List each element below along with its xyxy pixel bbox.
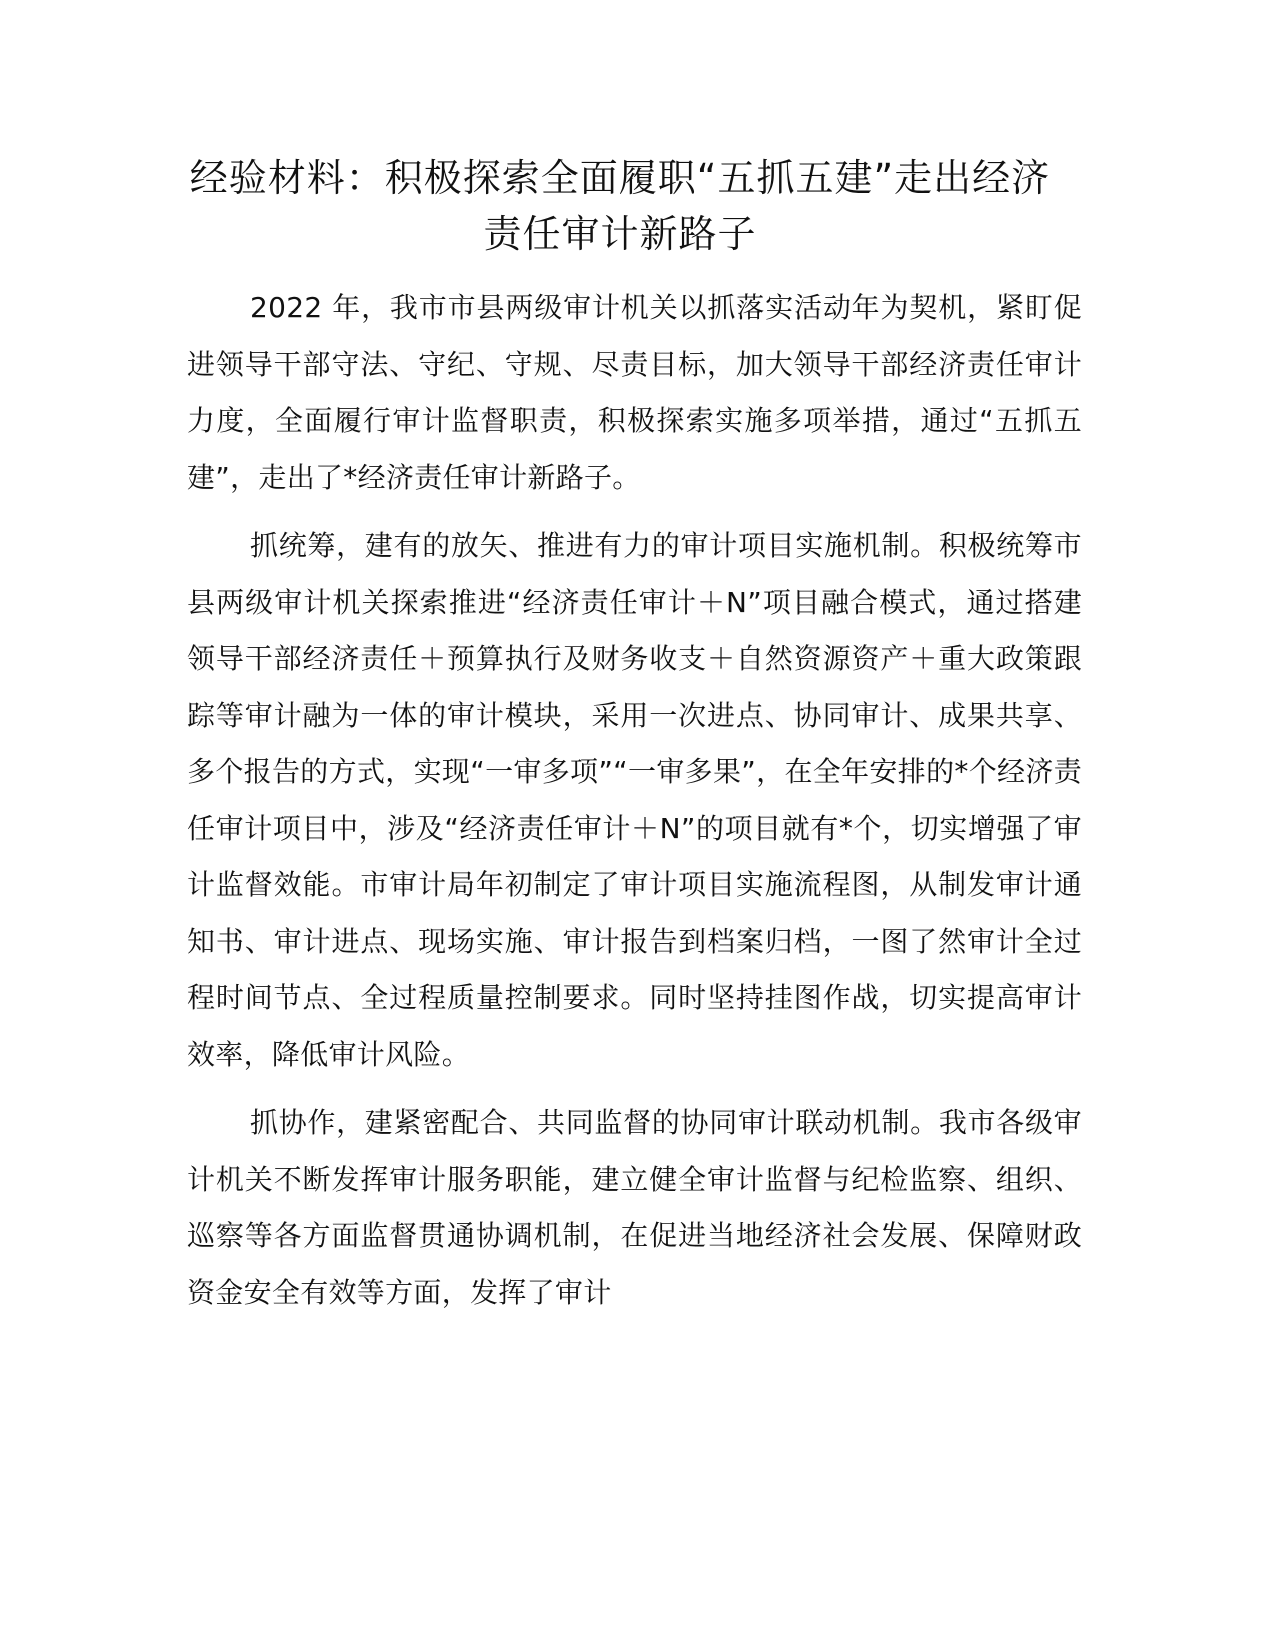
paragraph-collaboration: 抓协作，建紧密配合、共同监督的协同审计联动机制。我市各级审计机关不断发挥审计服务职能，建立健全审计监督与纪检监察、组织、巡察等各方面监督贯通协调机制，在促进当地经济社会发展、保障财政资金安全有效等方面，发挥了审计 [187, 1106, 1082, 1309]
document-body [187, 280, 1082, 1333]
document-title: 经验材料：积极探索全面履职“五抓五建”走出经济责任审计新路子 [189, 156, 1051, 256]
paragraph-intro: 2022 年，我市市县两级审计机关以抓落实活动年为契机，紧盯促进领导干部守法、守纪、守规、尽责目标，加大领导干部经济责任审计力度，全面履行审计监督职责，积极探索实施多项举措，通过“五抓五建”，走出了*经济责任审计新路子。 [187, 291, 1082, 494]
paragraph-coordination: 抓统筹，建有的放矢、推进有力的审计项目实施机制。积极统筹市县两级审计机关探索推进“经济责任审计＋N”项目融合模式，通过搭建领导干部经济责任＋预算执行及财务收支＋自然资源资产＋重大政策跟踪等审计融为一体的审计模块，采用一次进点、协同审计、成果共享、多个报告的方式，实现“一审多项”“一审多果”，在全年安排的*个经济责任审计项目中，涉及“经济责任审计＋N”的项目就有*个，切实增强了审计监督效能。市审计局年初制定了审计项目实施流程图，从制发审计通知书、审计进点、现场实施、审计报告到档案归档，一图了然审计全过程时间节点、全过程质量控制要求。同时坚持挂图作战，切实提高审计效率，降低审计风险。 [187, 529, 1082, 1071]
